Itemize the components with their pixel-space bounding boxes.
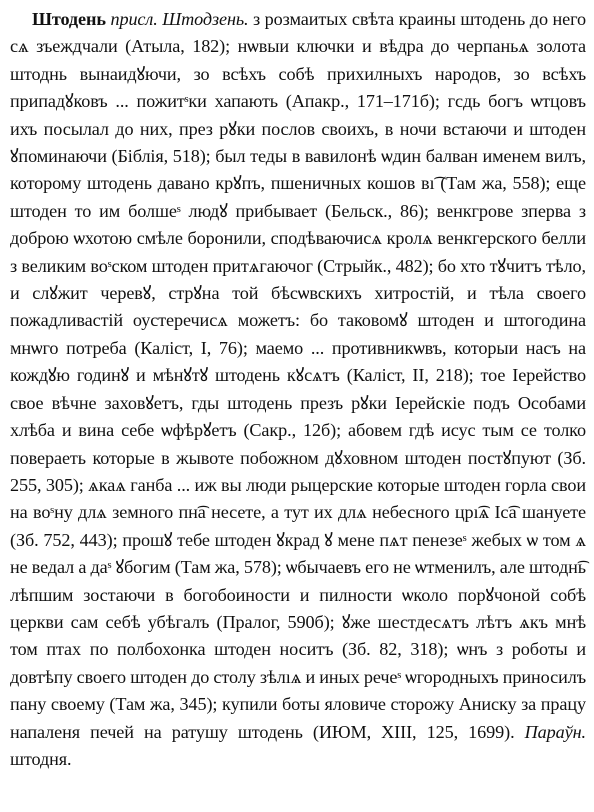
variant-form: Штодзень. [162,9,249,29]
dictionary-entry [10,6,586,773]
entry-citations: з розмаитых свѣта краины штодень до него сѧ зъеждчали (Атыла, 182); нѡвыи ключки и вѣдра до черпаньѧ золота штоднь вынаидꙋючи, зо всѣхъ собѣ прихилныхъ народов, зо всѣхъ припадꙋковъ ... пожитˢки хапають (Апакр., 171–171б); гсдь богъ ѡтцовъ ихъ посылал до них, през рꙋки послов своихъ, в ночи встаючи и штоден ꙋпоминаючи (Біблія, 518); был теды в вавилонѣ ѡдин балван именем вилъ, которому штодень давано крꙋпъ, пшеничных кошов вı͡ (Там жа, 558); еще штоден то им болшеˢ людꙋ прибываeт (Бельск., 86); венкгрове зперва з доброю ѡхотою смѣле боронили, сподѣваючисѧ кролѧ венкгерского белли з великим воˢском штоден притѧгаючог (Стрыйк., 482); бо хто тꙋчитъ тѣло, и слꙋжит черевꙋ, стрꙋна той бѣсѡвскихъ хитростій, и тѣла своего пожадливастій оустеречисѧ можетъ: бо таковомꙋ штоден и штогодина мнѡго потреба (Каліст, І, 76); маемо ... противникѡвъ, которыи насъ на кождꙋю годинꙋ и мѣнꙋтꙋ штодень кꙋсѧтъ (Каліст, ІІ, 218); тое Іерейство свое вѣчне заховꙋетъ, гды штодень презъ рꙋки Іерейскіе подъ Особами хлѣба и вина себе ѡфѣрꙋетъ (Сакр., 12б); абовем гдѣ исус тым се толко повераеть которые в жывоте побожном дꙋховном штоден постꙋпуют (Зб. 255, 305); ѧкаѧ ганба ... иж вы люди рыцерские которые штоден горла свои на воˢну длѧ земного пн͡а несете, а тут их длѧ небесного црı͡ѧ Іс͡а шануете (Зб. 752, 443); прошꙋ тебе штоден ꙋкрад ꙋ мене пѧт пенезеˢ жебых ѡ том ѧ не ведал а даˢ ꙋбогим (Там жа, 578); ѡбычаевъ его не ѡтменилъ, але штодн͡ь лѣпшим зостаючи в богобоиности и пилности ѡколо порꙋчоной собѣ церкви сам себѣ убѣгалъ (Пралог, 590б); ꙋже шестдесѧтъ лѣтъ ѧкъ мнѣ том птах по полбохонка штоден носитъ (Зб. 82, 318); ѡнъ з роботы и довтѣпу своего штоден до столу зѣлıѧ и иных речеˢ ѡгородныхъ приносилъ пану своему (Там жа, 345); купили боты яловиче сторожу Аниску за працу напаленя печей на ратушу штодень (ИЮМ, XIII, 125, 1699). [10,9,586,742]
paronym-label: Параўн. [524,721,586,742]
entry-headword: Штодень [32,9,106,29]
grammar-label: присл. [110,9,158,29]
paronym-word: штодня. [10,748,72,769]
